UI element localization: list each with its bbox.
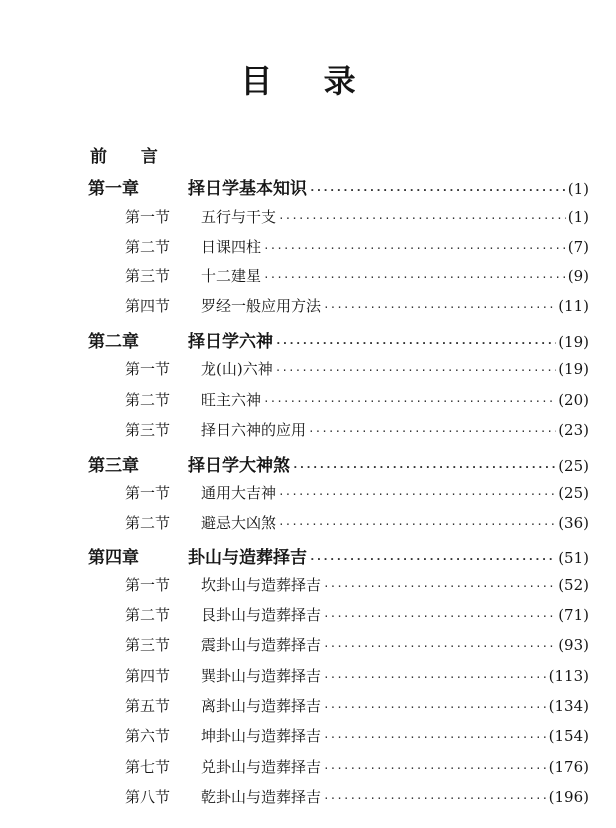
- page-number: (176): [548, 758, 589, 776]
- chapter-title: 择日学基本知识: [188, 179, 307, 199]
- section-number: 第一节: [125, 208, 171, 226]
- toc-section-entry: [125, 295, 589, 316]
- page-number: (7): [567, 238, 589, 256]
- page-number: (154): [548, 727, 589, 745]
- dot-leader: [292, 461, 556, 474]
- dot-leader: [278, 212, 566, 225]
- dot-leader: [308, 425, 556, 438]
- section-title: 十二建星: [201, 267, 262, 285]
- section-title: 日课四柱: [201, 238, 262, 256]
- page-number: (134): [548, 697, 589, 715]
- section-number: 第二节: [125, 514, 171, 532]
- dot-leader: [309, 184, 566, 197]
- page-number: (51): [558, 549, 589, 567]
- section-title: 旺主六神: [201, 391, 262, 409]
- page-number: (52): [558, 576, 589, 594]
- page-number: (25): [558, 484, 589, 502]
- section-title: 震卦山与造葬择吉: [201, 636, 322, 654]
- chapter-title: 择日学大神煞: [188, 456, 290, 476]
- dot-leader: [323, 701, 547, 714]
- section-title: 艮卦山与造葬择吉: [201, 606, 322, 624]
- toc-section-entry: [125, 574, 589, 595]
- section-title: 龙(山)六神: [201, 360, 273, 378]
- toc-section-entry: [125, 389, 589, 410]
- section-number: 第二节: [125, 606, 171, 624]
- section-title: 乾卦山与造葬择吉: [201, 788, 322, 806]
- page-number: (20): [558, 391, 589, 409]
- page-number: (93): [558, 636, 589, 654]
- section-title: 坤卦山与造葬择吉: [201, 727, 322, 745]
- section-number: 第三节: [125, 421, 171, 439]
- section-number: 第六节: [125, 727, 171, 745]
- chapter-title: 卦山与造葬择吉: [188, 548, 307, 568]
- section-title: 离卦山与造葬择吉: [201, 697, 322, 715]
- toc-section-entry: [125, 512, 589, 533]
- dot-leader: [323, 731, 547, 744]
- dot-leader: [323, 671, 547, 684]
- page-number: (19): [558, 360, 589, 378]
- dot-leader: [323, 792, 547, 805]
- dot-leader: [278, 518, 556, 531]
- toc-section-entry: [125, 725, 589, 746]
- toc-preface: 前 言: [90, 147, 172, 167]
- section-title: 兑卦山与造葬择吉: [201, 758, 322, 776]
- toc-section-entry: [125, 604, 589, 625]
- section-number: 第一节: [125, 484, 171, 502]
- toc-section-entry: [125, 265, 589, 286]
- dot-leader: [323, 610, 556, 623]
- toc-section-entry: [125, 756, 589, 777]
- page-title: 目 录: [240, 62, 376, 100]
- section-number: 第四节: [125, 667, 171, 685]
- chapter-number: 第二章: [88, 332, 139, 352]
- page-number: (23): [558, 421, 589, 439]
- page-number: (113): [548, 667, 589, 685]
- toc-section-entry: [125, 419, 589, 440]
- chapter-number: 第四章: [88, 548, 139, 568]
- dot-leader: [323, 580, 556, 593]
- dot-leader: [323, 640, 556, 653]
- dot-leader: [323, 301, 556, 314]
- page-number: (71): [558, 606, 589, 624]
- chapter-number: 第三章: [88, 456, 139, 476]
- section-number: 第三节: [125, 636, 171, 654]
- dot-leader: [275, 337, 556, 350]
- section-number: 第五节: [125, 697, 171, 715]
- section-number: 第一节: [125, 576, 171, 594]
- toc-chapter-entry: [88, 543, 589, 568]
- section-title: 通用大吉神: [201, 484, 277, 502]
- toc-section-entry: [125, 236, 589, 257]
- toc-chapter-entry: [88, 174, 589, 199]
- section-number: 第八节: [125, 788, 171, 806]
- section-title: 择日六神的应用: [201, 421, 307, 439]
- dot-leader: [275, 364, 556, 377]
- page-number: (36): [558, 514, 589, 532]
- section-number: 第一节: [125, 360, 171, 378]
- section-number: 第四节: [125, 297, 171, 315]
- page-number: (1): [567, 180, 589, 198]
- page-number: (19): [558, 333, 589, 351]
- dot-leader: [263, 242, 566, 255]
- chapter-number: 第一章: [88, 179, 139, 199]
- toc-chapter-entry: [88, 327, 589, 352]
- section-title: 罗经一般应用方法: [201, 297, 322, 315]
- toc-section-entry: [125, 665, 589, 686]
- toc-section-entry: [125, 786, 589, 807]
- dot-leader: [323, 762, 547, 775]
- toc-section-entry: [125, 634, 589, 655]
- toc-section-entry: [125, 482, 589, 503]
- section-number: 第二节: [125, 391, 171, 409]
- toc-section-entry: [125, 358, 589, 379]
- section-number: 第二节: [125, 238, 171, 256]
- page-number: (1): [567, 208, 589, 226]
- toc-section-entry: [125, 695, 589, 716]
- toc-section-entry: [125, 206, 589, 227]
- page-number: (11): [558, 297, 589, 315]
- page-number: (196): [548, 788, 589, 806]
- dot-leader: [278, 488, 556, 501]
- section-title: 五行与干支: [201, 208, 277, 226]
- section-title: 巽卦山与造葬择吉: [201, 667, 322, 685]
- section-number: 第七节: [125, 758, 171, 776]
- section-number: 第三节: [125, 267, 171, 285]
- section-title: 坎卦山与造葬择吉: [201, 576, 322, 594]
- page-number: (25): [558, 457, 589, 475]
- toc-chapter-entry: [88, 451, 589, 476]
- page-number: (9): [567, 267, 589, 285]
- dot-leader: [309, 553, 556, 566]
- section-title: 避忌大凶煞: [201, 514, 277, 532]
- chapter-title: 择日学六神: [188, 332, 273, 352]
- dot-leader: [263, 271, 566, 284]
- dot-leader: [263, 395, 556, 408]
